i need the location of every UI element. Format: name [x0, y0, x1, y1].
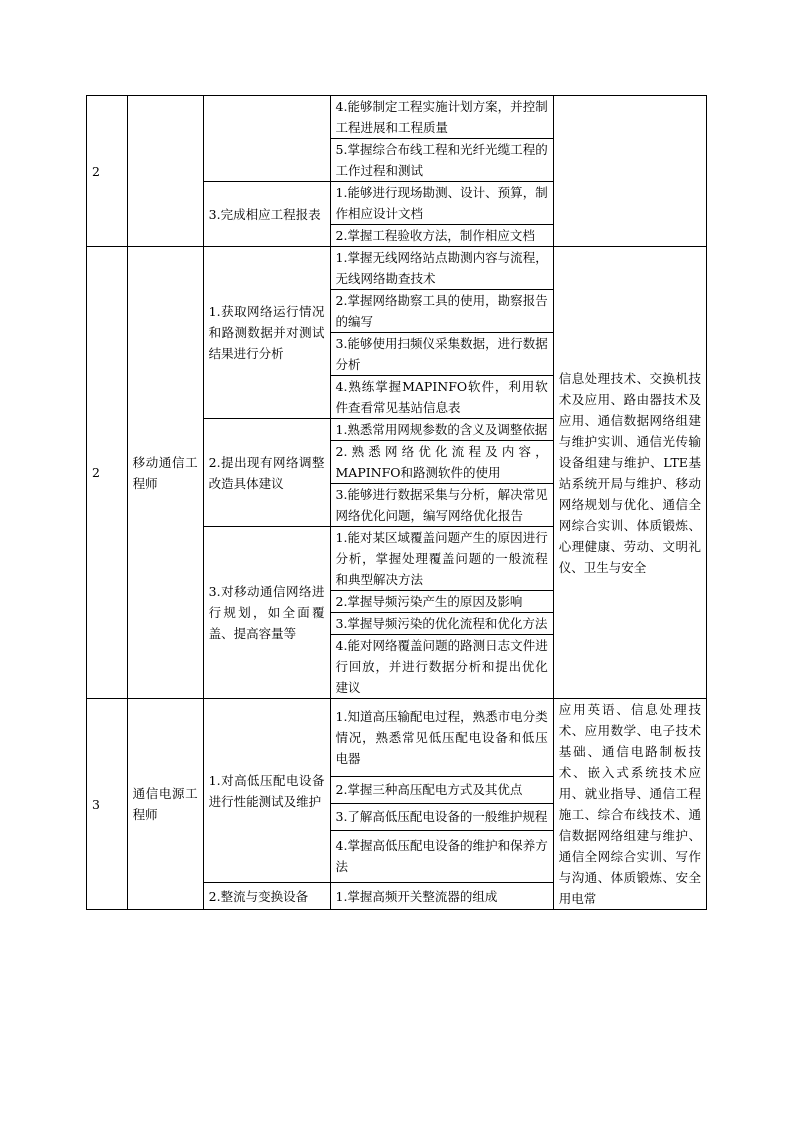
- job-role: 移动通信工程师: [127, 247, 203, 699]
- table-row: [87, 247, 707, 290]
- work-task: 1.获取网络运行情况和路测数据并对测试结果进行分析: [203, 247, 330, 419]
- row-number: 3: [87, 699, 128, 910]
- skill-item: 1.熟悉常用网规参数的含义及调整依据: [330, 419, 553, 441]
- table-row: [87, 96, 707, 139]
- work-task: 2.整流与变换设备: [203, 883, 330, 910]
- work-task: 3.对移动通信网络进行规划，如全面覆盖、提高容量等: [203, 527, 330, 699]
- skill-item: 2.掌握工程验收方法，制作相应文档: [330, 225, 553, 247]
- work-task: [203, 96, 330, 182]
- job-role: [127, 96, 203, 247]
- skill-item: 1.掌握无线网络站点勘测内容与流程，无线网络勘查技术: [330, 247, 553, 290]
- course-list: 应用英语、信息处理技术、应用数学、电子技术基础、通信电路制板技术、嵌入式系统技术应用、就业指导、通信工程施工、综合布线技术、通信数据网络组建与维护、通信全网综合实训、写作与沟通、体质锻炼、安全用电常: [553, 699, 706, 910]
- skill-item: 4.掌握高低压配电设备的维护和保养方法: [330, 830, 553, 882]
- row-number: 2: [87, 96, 128, 247]
- skill-item: 4.能对网络覆盖问题的路测日志文件进行回放，并进行数据分析和提出优化建议: [330, 635, 553, 699]
- work-task: 3.完成相应工程报表: [203, 182, 330, 247]
- skill-item: 2.掌握网络勘察工具的使用，勘察报告的编写: [330, 290, 553, 333]
- skill-item: 4.能够制定工程实施计划方案，并控制工程进展和工程质量: [330, 96, 553, 139]
- skill-item: 3.能够进行数据采集与分析，解决常见网络优化问题，编写网络优化报告: [330, 484, 553, 527]
- skill-item: 2.熟悉网络优化流程及内容，MAPINFO和路测软件的使用: [330, 441, 553, 484]
- skill-item: 1.能对某区域覆盖问题产生的原因进行分析，掌握处理覆盖问题的一般流程和典型解决方法: [330, 527, 553, 591]
- row-number: 2: [87, 247, 128, 699]
- skill-item: 5.掌握综合布线工程和光纤光缆工程的工作过程和测试: [330, 139, 553, 182]
- job-role: 通信电源工程师: [127, 699, 203, 910]
- work-task: 1.对高低压配电设备进行性能测试及维护: [203, 699, 330, 883]
- skill-item: 2.掌握三种高压配电方式及其优点: [330, 777, 553, 804]
- work-task: 2.提出现有网络调整改造具体建议: [203, 419, 330, 527]
- skill-item: 2.掌握导频污染产生的原因及影响: [330, 591, 553, 613]
- course-list: [553, 96, 706, 247]
- course-list: 信息处理技术、交换机技术及应用、路由器技术及应用、通信数据网络组建与维护实训、通信光传输设备组建与维护、LTE基站系统开局与维护、移动网络规划与优化、通信全网综合实训、体质锻炼、心理健康、劳动、文明礼仪、卫生与安全: [553, 247, 706, 699]
- skill-item: 4.熟练掌握MAPINFO软件，利用软件查看常见基站信息表: [330, 376, 553, 419]
- skill-item: 1.知道高压输配电过程，熟悉市电分类情况，熟悉常见低压配电设备和低压电器: [330, 699, 553, 777]
- skill-item: 3.能够使用扫频仪采集数据，进行数据分析: [330, 333, 553, 376]
- curriculum-table: [86, 95, 707, 910]
- skill-item: 1.能够进行现场勘测、设计、预算，制作相应设计文档: [330, 182, 553, 225]
- table-row: [87, 699, 707, 777]
- skill-item: 1.掌握高频开关整流器的组成: [330, 883, 553, 910]
- skill-item: 3.了解高低压配电设备的一般维护规程: [330, 803, 553, 830]
- skill-item: 3.掌握导频污染的优化流程和优化方法: [330, 613, 553, 635]
